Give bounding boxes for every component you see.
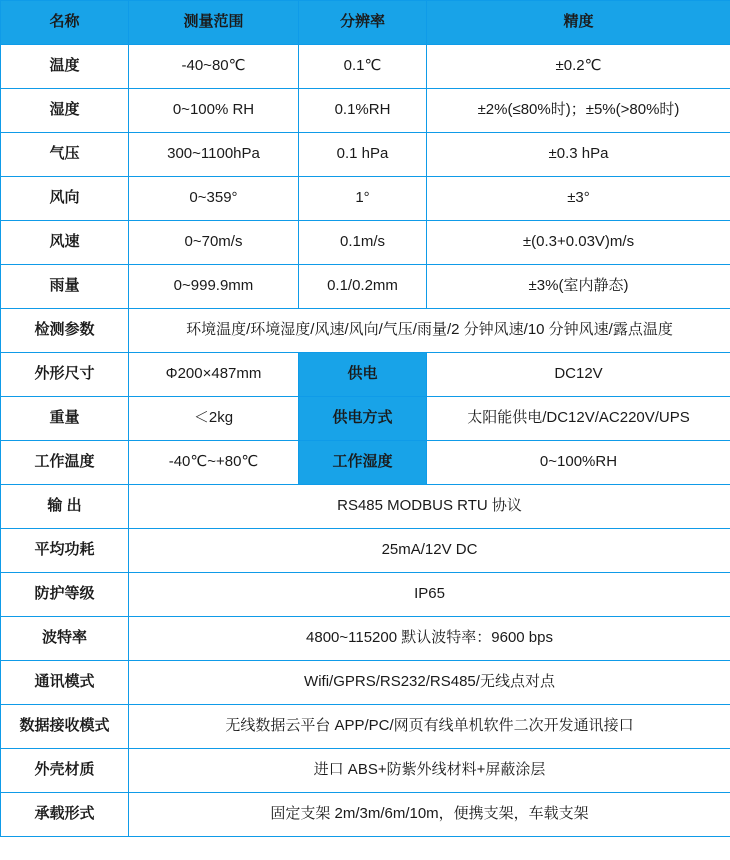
row-resolution: 0.1m/s [299,221,427,265]
row-label: 温度 [1,45,129,89]
row-accuracy: ±0.3 hPa [427,133,730,177]
table-row-full [1,529,730,573]
row-range: 300~1100hPa [129,133,299,177]
row-range: 0~999.9mm [129,265,299,309]
header-cell-name: 名称 [1,1,129,45]
table-row-full [1,661,730,705]
row-value: 固定支架 2m/3m/6m/10m，便携支架，车载支架 [129,793,730,837]
header-cell-accuracy: 精度 [427,1,730,45]
row-label: 承载形式 [1,793,129,837]
table-row-full [1,617,730,661]
row-accuracy: ±3° [427,177,730,221]
row-label: 平均功耗 [1,529,129,573]
row-label: 雨量 [1,265,129,309]
row-value-secondary: 太阳能供电/DC12V/AC220V/UPS [427,397,730,441]
row-label-secondary: 供电方式 [299,397,427,441]
row-label: 检测参数 [1,309,129,353]
table-row [1,177,730,221]
row-value: 无线数据云平台 APP/PC/网页有线单机软件二次开发通讯接口 [129,705,730,749]
row-value: IP65 [129,573,730,617]
row-label: 通讯模式 [1,661,129,705]
table-row-full [1,573,730,617]
row-label: 湿度 [1,89,129,133]
row-accuracy: ±(0.3+0.03V)m/s [427,221,730,265]
row-value: 环境温度/环境湿度/风速/风向/气压/雨量/2 分钟风速/10 分钟风速/露点温度 [129,309,730,353]
row-label: 风速 [1,221,129,265]
table-row-split [1,441,730,485]
table-row-full [1,705,730,749]
row-value-secondary: DC12V [427,353,730,397]
row-resolution: 0.1/0.2mm [299,265,427,309]
row-value: RS485 MODBUS RTU 协议 [129,485,730,529]
row-label: 风向 [1,177,129,221]
table-row-detect-params [1,309,730,353]
table-row [1,265,730,309]
row-label: 数据接收模式 [1,705,129,749]
row-resolution: 0.1℃ [299,45,427,89]
row-range: -40~80℃ [129,45,299,89]
table-row [1,221,730,265]
table-row-split [1,397,730,441]
row-accuracy: ±0.2℃ [427,45,730,89]
row-label: 外壳材质 [1,749,129,793]
row-label: 输 出 [1,485,129,529]
table-row [1,89,730,133]
row-label: 重量 [1,397,129,441]
row-label: 防护等级 [1,573,129,617]
row-label: 工作温度 [1,441,129,485]
table-header-row [1,1,730,45]
header-cell-resolution: 分辨率 [299,1,427,45]
row-value: ＜2kg [129,397,299,441]
row-label: 气压 [1,133,129,177]
row-label-secondary: 工作湿度 [299,441,427,485]
row-value: Wifi/GPRS/RS232/RS485/无线点对点 [129,661,730,705]
table-row-split [1,353,730,397]
row-resolution: 0.1%RH [299,89,427,133]
row-range: 0~100% RH [129,89,299,133]
table-body [1,1,730,837]
table-row [1,133,730,177]
row-resolution: 0.1 hPa [299,133,427,177]
row-value: -40℃~+80℃ [129,441,299,485]
row-value: 进口 ABS+防紫外线材料+屏蔽涂层 [129,749,730,793]
header-cell-range: 测量范围 [129,1,299,45]
table-row-full [1,793,730,837]
row-value: Φ200×487mm [129,353,299,397]
row-value: 4800~115200 默认波特率：9600 bps [129,617,730,661]
row-accuracy: ±3%(室内静态) [427,265,730,309]
row-range: 0~359° [129,177,299,221]
row-label: 波特率 [1,617,129,661]
row-value: 25mA/12V DC [129,529,730,573]
row-resolution: 1° [299,177,427,221]
row-range: 0~70m/s [129,221,299,265]
table-row [1,45,730,89]
row-label: 外形尺寸 [1,353,129,397]
row-value-secondary: 0~100%RH [427,441,730,485]
row-label-secondary: 供电 [299,353,427,397]
row-accuracy: ±2%(≤80%时)；±5%(>80%时) [427,89,730,133]
table-row-full [1,485,730,529]
table-row-full [1,749,730,793]
